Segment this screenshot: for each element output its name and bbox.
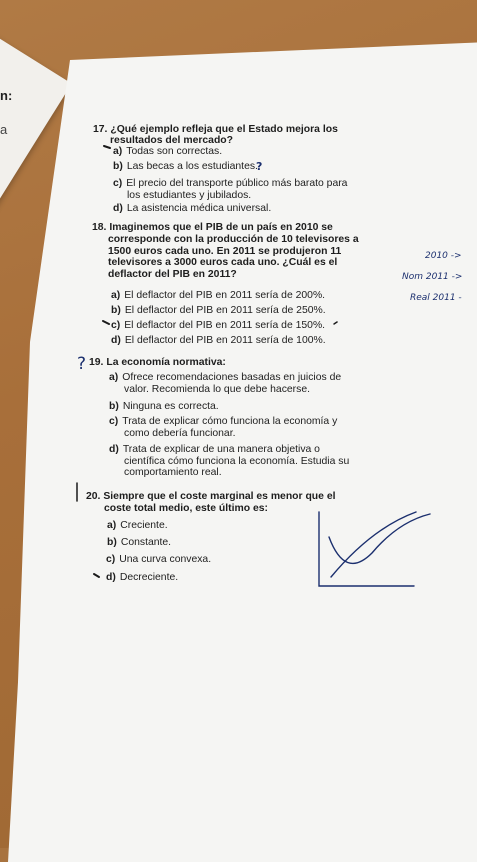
option-letter: c): [109, 416, 119, 427]
handwritten-question-mark: ?: [77, 354, 87, 374]
option-text: Trata de explicar cómo funciona la economía y: [122, 416, 338, 427]
option-text: Todas son correctas.: [126, 146, 223, 157]
handwritten-note: Nom 2011 ->: [402, 272, 463, 282]
option-letter: c): [106, 554, 116, 565]
cost-curve-sketch: [319, 512, 430, 586]
background-text-fragment: n:: [0, 88, 13, 103]
option-text: El deflactor del PIB en 2011 sería de 100%.: [124, 335, 326, 346]
option-letter: d): [106, 572, 116, 583]
option-letter: b): [113, 161, 123, 172]
option-text: Ninguna es correcta.: [122, 401, 219, 412]
sketch-marginal-cost-curve: [331, 512, 416, 577]
option-text: valor. Recomienda lo que debe hacerse.: [124, 383, 310, 395]
question-number: 18.: [92, 222, 107, 233]
tick-mark-20d: [94, 574, 99, 577]
handwritten-note: Real 2011 -: [410, 293, 462, 303]
option-letter: d): [113, 203, 123, 214]
option-text: Constante.: [120, 537, 172, 548]
question-stem: televisores a 3000 euros cada uno. ¿Cuál es el: [108, 257, 338, 269]
question-number: 20.: [86, 491, 101, 502]
question-stem: corresponde con la producción de 10 televisores a: [108, 234, 359, 245]
option-letter: a): [113, 146, 123, 157]
option-letter: a): [111, 290, 121, 301]
option-text: Ofrece recomendaciones basadas en juicios de: [122, 372, 342, 383]
handwritten-question-mark: ?: [256, 160, 263, 173]
option-text: La asistencia médica universal.: [126, 203, 272, 214]
option-text: El deflactor del PIB en 2011 sería de 150%.: [124, 320, 326, 331]
question-stem: La economía normativa:: [106, 357, 226, 368]
sketch-average-cost-curve: [329, 514, 430, 563]
option-letter: a): [107, 520, 117, 531]
option-text: Creciente.: [120, 520, 168, 531]
question-stem: 1500 euros cada uno. En 2011 se produjeron 11: [108, 245, 342, 257]
option-letter: b): [107, 537, 117, 548]
option-letter: d): [111, 335, 121, 346]
option-text: científica cómo funciona la economía. Estudia su: [124, 455, 350, 467]
option-letter: c): [111, 320, 121, 331]
option-letter: c): [113, 178, 123, 189]
option-text: como debería funcionar.: [124, 427, 236, 439]
option-letter: a): [109, 372, 119, 383]
question-stem: coste total medio, este último es:: [104, 503, 268, 514]
question-stem: Imaginemos que el PIB de un país en 2010 se: [109, 222, 333, 233]
option-letter: b): [111, 305, 121, 316]
tick-mark-17a: [104, 146, 110, 148]
tick-mark-18c-end: [334, 322, 337, 324]
question-stem: Siempre que el coste marginal es menor que el: [103, 491, 336, 502]
option-letter: b): [109, 401, 119, 412]
option-text: El deflactor del PIB en 2011 sería de 200%.: [124, 290, 326, 301]
question-number: 17.: [93, 124, 108, 135]
question-stem: deflactor del PIB en 2011?: [108, 268, 237, 280]
option-text: El precio del transporte público más barato para: [126, 178, 348, 189]
handwritten-note: 2010 ->: [425, 251, 462, 261]
option-text: Las becas a los estudiantes.: [126, 161, 258, 172]
option-text: El deflactor del PIB en 2011 sería de 250%.: [124, 305, 326, 316]
background-text-fragment: a: [0, 122, 8, 137]
option-text: Decreciente.: [119, 572, 179, 583]
tick-mark-18c: [103, 321, 109, 324]
option-text: Una curva convexa.: [119, 554, 212, 565]
option-letter: d): [109, 444, 119, 455]
option-text: los estudiantes y jubilados.: [127, 189, 252, 201]
question-stem: ¿Qué ejemplo refleja que el Estado mejora los: [110, 124, 338, 135]
option-text: comportamiento real.: [124, 467, 222, 479]
option-text: Trata de explicar de una manera objetiva o: [122, 444, 320, 455]
question-stem: resultados del mercado?: [110, 135, 233, 146]
question-number: 19.: [89, 357, 104, 368]
